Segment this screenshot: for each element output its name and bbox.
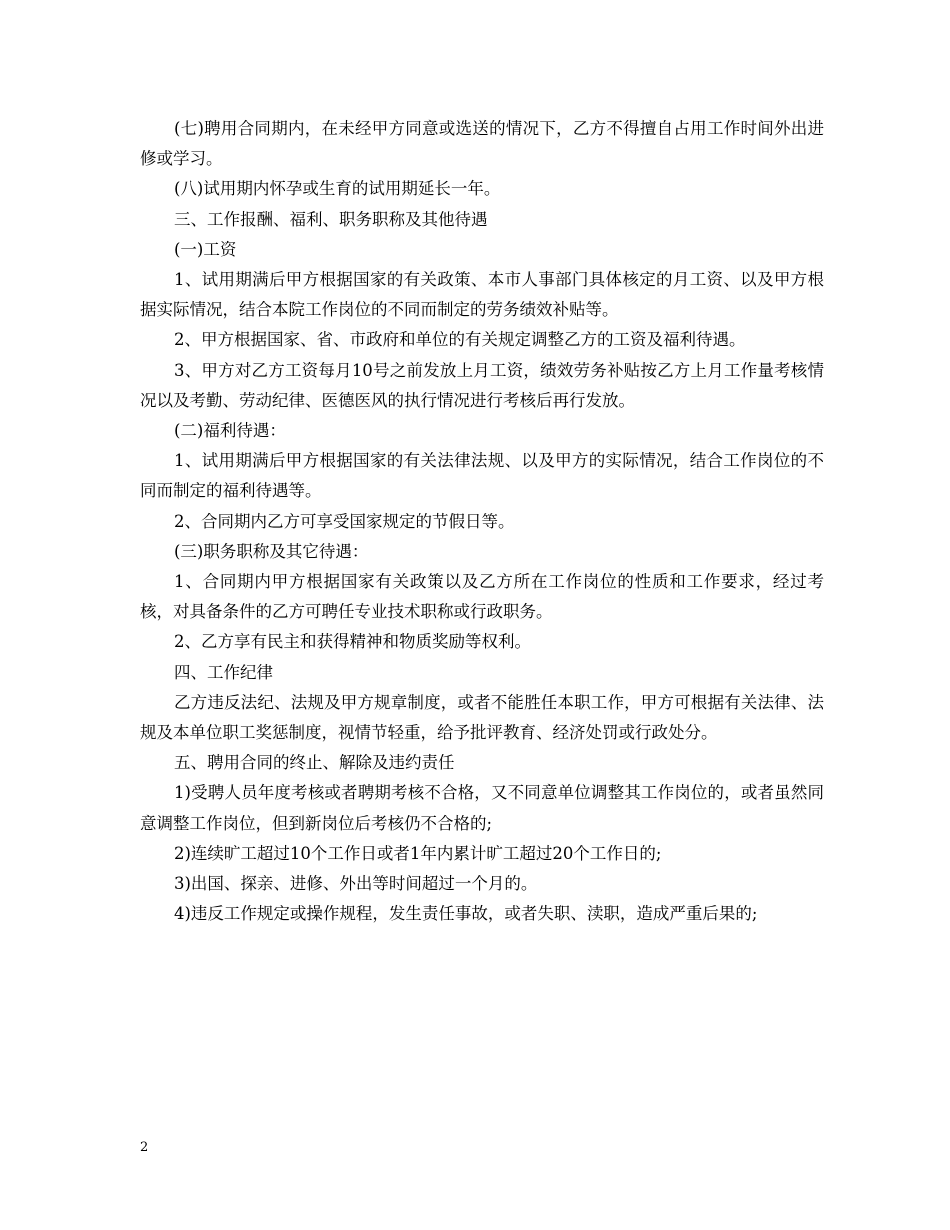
document-body	[140, 114, 824, 929]
paragraph: (八)试用期内怀孕或生育的试用期延长一年。	[174, 179, 501, 199]
paragraph: 乙方违反法纪、法规及甲方规章制度，或者不能胜任本职工作，甲方可根据有关法律、法规及本单位职工奖惩制度，视情节轻重，给予批评教育、经济处罚或行政处分。	[140, 692, 824, 743]
paragraph: 2、合同期内乙方可享受国家规定的节假日等。	[174, 511, 515, 531]
subsection-heading: (一)工资	[174, 239, 237, 259]
paragraph: 2、乙方享有民主和获得精神和物质奖励等权利。	[174, 632, 531, 652]
paragraph: (七)聘用合同期内，在未经甲方同意或选送的情况下，乙方不得擅自占用工作时间外出进修或学习。	[140, 119, 824, 169]
paragraph: 3、甲方对乙方工资每月10号之前发放上月工资，绩效劳务补贴按乙方上月工作量考核情况以及考勤、劳动纪律、医德医风的执行情况进行考核后再行发放。	[140, 360, 824, 410]
list-item: 4)违反工作规定或操作规程，发生责任事故，或者失职、渎职，造成严重后果的;	[174, 904, 758, 924]
paragraph: 2、甲方根据国家、省、市政府和单位的有关规定调整乙方的工资及福利待遇。	[174, 330, 746, 350]
subsection-heading: (三)职务职称及其它待遇：	[174, 541, 369, 561]
paragraph: 1、合同期内甲方根据国家有关政策以及乙方所在工作岗位的性质和工作要求，经过考核，对具备条件的乙方可聘任专业技术职称或行政职务。	[140, 572, 824, 622]
list-item: 2)连续旷工超过10个工作日或者1年内累计旷工超过20个工作日的;	[174, 843, 662, 863]
list-item: 1)受聘人员年度考核或者聘期考核不合格，又不同意单位调整其工作岗位的，或者虽然同意调整工作岗位，但到新岗位后考核仍不合格的;	[140, 783, 824, 833]
paragraph: 1、试用期满后甲方根据国家的有关法律法规、以及甲方的实际情况，结合工作岗位的不同而制定的福利待遇等。	[140, 451, 824, 501]
list-item: 3)出国、探亲、进修、外出等时间超过一个月的。	[174, 874, 538, 894]
paragraph: 1、试用期满后甲方根据国家的有关政策、本市人事部门具体核定的月工资、以及甲方根据实际情况，结合本院工作岗位的不同而制定的劳务绩效补贴等。	[140, 270, 824, 320]
section-heading: 五、聘用合同的终止、解除及违约责任	[174, 753, 455, 773]
page-number: 2	[140, 1140, 149, 1155]
section-heading: 三、工作报酬、福利、职务职称及其他待遇	[174, 209, 488, 229]
section-heading: 四、工作纪律	[174, 662, 273, 682]
subsection-heading: (二)福利待遇：	[174, 421, 286, 441]
